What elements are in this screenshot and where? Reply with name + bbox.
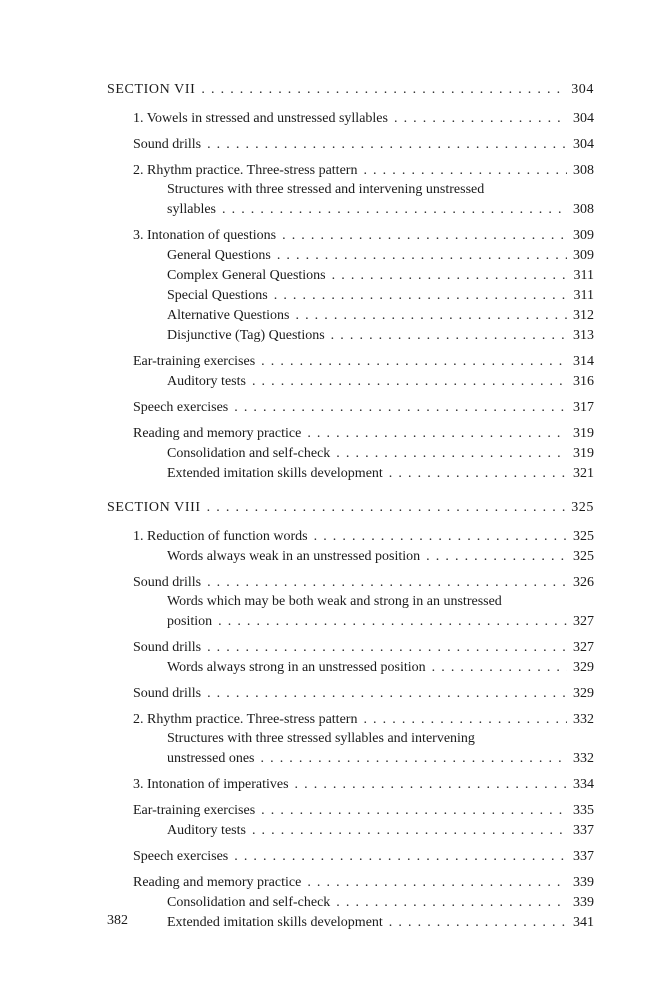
toc-subentry[interactable] <box>107 306 594 326</box>
dot-leader <box>307 873 567 893</box>
toc-subentry-line[interactable]: Words which may be both weak and strong in an unstressed <box>167 594 502 609</box>
dot-leader <box>252 372 567 392</box>
toc-title: Words always strong in an unstressed position <box>167 660 426 675</box>
toc-page: 312 <box>573 308 594 323</box>
dot-leader <box>336 444 567 464</box>
toc-title: Speech exercises <box>133 400 229 415</box>
toc-title: Consolidation and self-check <box>167 895 331 910</box>
toc-page: 327 <box>573 640 594 655</box>
toc-title: Extended imitation skills development <box>167 915 383 930</box>
toc-entry[interactable] <box>107 775 594 795</box>
toc-page: 309 <box>573 248 594 263</box>
toc-page: 332 <box>573 712 594 727</box>
dot-leader <box>426 547 567 567</box>
dot-leader <box>252 821 567 841</box>
toc-title: 3. Intonation of questions <box>133 228 277 243</box>
toc-subentry[interactable] <box>107 464 594 484</box>
dot-leader <box>363 161 567 181</box>
toc-page: 337 <box>573 849 594 864</box>
toc-subentry[interactable] <box>107 200 594 220</box>
toc-page: 325 <box>571 500 594 515</box>
dot-leader <box>336 893 567 913</box>
dot-leader <box>363 710 567 730</box>
toc-page: 341 <box>573 915 594 930</box>
toc-title: 2. Rhythm practice. Three-stress pattern <box>133 712 358 727</box>
toc-entry[interactable] <box>107 352 594 372</box>
dot-leader <box>282 226 567 246</box>
toc-title: position <box>167 614 213 629</box>
toc-title: Sound drills <box>133 640 202 655</box>
dot-leader <box>389 913 567 933</box>
toc-title: Disjunctive (Tag) Questions <box>167 328 325 343</box>
toc-subentry[interactable] <box>107 821 594 841</box>
toc-page: 326 <box>573 575 594 590</box>
toc-page: 337 <box>573 823 594 838</box>
toc-entry[interactable] <box>107 527 594 547</box>
toc-page: 304 <box>573 137 594 152</box>
toc-entry[interactable] <box>107 573 594 593</box>
dot-leader <box>207 135 567 155</box>
toc-title: Reading and memory practice <box>133 875 302 890</box>
toc-page: 329 <box>573 686 594 701</box>
toc-page: 325 <box>573 549 594 564</box>
toc-entry[interactable] <box>107 710 594 730</box>
toc-page: 334 <box>573 777 594 792</box>
toc-page: 329 <box>573 660 594 675</box>
toc-subentry[interactable] <box>107 326 594 346</box>
toc-subentry[interactable] <box>107 547 594 567</box>
toc-page: 313 <box>573 328 594 343</box>
toc-title: Words always weak in an unstressed position <box>167 549 421 564</box>
toc-page: 304 <box>571 82 594 97</box>
toc-title: SECTION VIII <box>107 500 201 515</box>
toc-title: Sound drills <box>133 686 202 701</box>
toc-title: Special Questions <box>167 288 268 303</box>
toc-title: 1. Vowels in stressed and unstressed syllables <box>133 111 388 126</box>
toc-title: Extended imitation skills development <box>167 466 383 481</box>
dot-leader <box>331 326 567 346</box>
toc-page: 339 <box>573 875 594 890</box>
toc-entry[interactable] <box>107 801 594 821</box>
toc-entry[interactable] <box>107 226 594 246</box>
toc-title: Reading and memory practice <box>133 426 302 441</box>
toc-subentry[interactable] <box>107 372 594 392</box>
toc-title: 1. Reduction of function words <box>133 529 308 544</box>
dot-leader <box>274 286 568 306</box>
toc-page: 317 <box>573 400 594 415</box>
toc-subentry[interactable] <box>107 749 594 769</box>
toc-title: Consolidation and self-check <box>167 446 331 461</box>
toc-page: 316 <box>573 374 594 389</box>
toc-entry[interactable] <box>107 161 594 181</box>
toc-page: 335 <box>573 803 594 818</box>
toc-entry[interactable] <box>107 398 594 418</box>
toc-entry[interactable] <box>107 638 594 658</box>
toc-title: Sound drills <box>133 137 202 152</box>
dot-leader <box>261 352 567 372</box>
toc-entry[interactable] <box>107 424 594 444</box>
toc-subentry[interactable] <box>107 286 594 306</box>
toc-title: Ear-training exercises <box>133 354 256 369</box>
toc-title: Speech exercises <box>133 849 229 864</box>
dot-leader <box>201 80 565 100</box>
dot-leader <box>394 109 567 129</box>
toc-page: 311 <box>573 268 594 283</box>
toc-subentry[interactable] <box>107 913 594 933</box>
toc-section-vii[interactable] <box>107 80 594 100</box>
dot-leader <box>207 498 566 518</box>
dot-leader <box>261 749 568 769</box>
dot-leader <box>234 398 567 418</box>
table-of-contents <box>107 80 594 933</box>
toc-page: 319 <box>573 446 594 461</box>
dot-leader <box>432 658 567 678</box>
dot-leader <box>207 684 567 704</box>
toc-subentry[interactable] <box>107 612 594 632</box>
toc-title: Auditory tests <box>167 374 246 389</box>
dot-leader <box>234 847 567 867</box>
toc-subentry[interactable] <box>107 444 594 464</box>
toc-page: 325 <box>573 529 594 544</box>
toc-subentry[interactable] <box>107 893 594 913</box>
toc-title: unstressed ones <box>167 751 255 766</box>
toc-page: 319 <box>573 426 594 441</box>
toc-title: Complex General Questions <box>167 268 326 283</box>
toc-title: Sound drills <box>133 575 202 590</box>
toc-page: 304 <box>573 111 594 126</box>
toc-page: 332 <box>573 751 594 766</box>
toc-page: 321 <box>573 466 594 481</box>
toc-entry[interactable] <box>107 109 594 129</box>
toc-page: 327 <box>573 614 594 629</box>
toc-title: syllables <box>167 202 216 217</box>
toc-page: 308 <box>573 163 594 178</box>
toc-subentry[interactable] <box>107 658 594 678</box>
page-number: 382 <box>107 913 128 928</box>
dot-leader <box>222 200 567 220</box>
toc-entry[interactable] <box>107 873 594 893</box>
dot-leader <box>218 612 567 632</box>
toc-page: 314 <box>573 354 594 369</box>
toc-page: 339 <box>573 895 594 910</box>
dot-leader <box>295 306 567 326</box>
dot-leader <box>261 801 567 821</box>
dot-leader <box>307 424 567 444</box>
dot-leader <box>277 246 567 266</box>
dot-leader <box>389 464 567 484</box>
toc-title: 3. Intonation of imperatives <box>133 777 289 792</box>
toc-page: 308 <box>573 202 594 217</box>
toc-subentry-line[interactable]: Structures with three stressed and intervening unstressed <box>167 182 485 197</box>
toc-entry[interactable] <box>107 135 594 155</box>
dot-leader <box>295 775 567 795</box>
toc-entry[interactable] <box>107 684 594 704</box>
dot-leader <box>332 266 568 286</box>
dot-leader <box>207 638 567 658</box>
dot-leader <box>314 527 567 547</box>
toc-title: General Questions <box>167 248 271 263</box>
toc-title: 2. Rhythm practice. Three-stress pattern <box>133 163 358 178</box>
toc-entry[interactable] <box>107 847 594 867</box>
toc-title: Alternative Questions <box>167 308 290 323</box>
dot-leader <box>207 573 567 593</box>
toc-section-viii[interactable] <box>107 498 594 518</box>
toc-title: Ear-training exercises <box>133 803 256 818</box>
toc-subentry-line[interactable]: Structures with three stressed syllables and intervening <box>167 731 475 746</box>
toc-subentry[interactable] <box>107 266 594 286</box>
toc-title: SECTION VII <box>107 82 196 97</box>
toc-page: 309 <box>573 228 594 243</box>
toc-title: Auditory tests <box>167 823 246 838</box>
toc-subentry[interactable] <box>107 246 594 266</box>
toc-page: 311 <box>573 288 594 303</box>
